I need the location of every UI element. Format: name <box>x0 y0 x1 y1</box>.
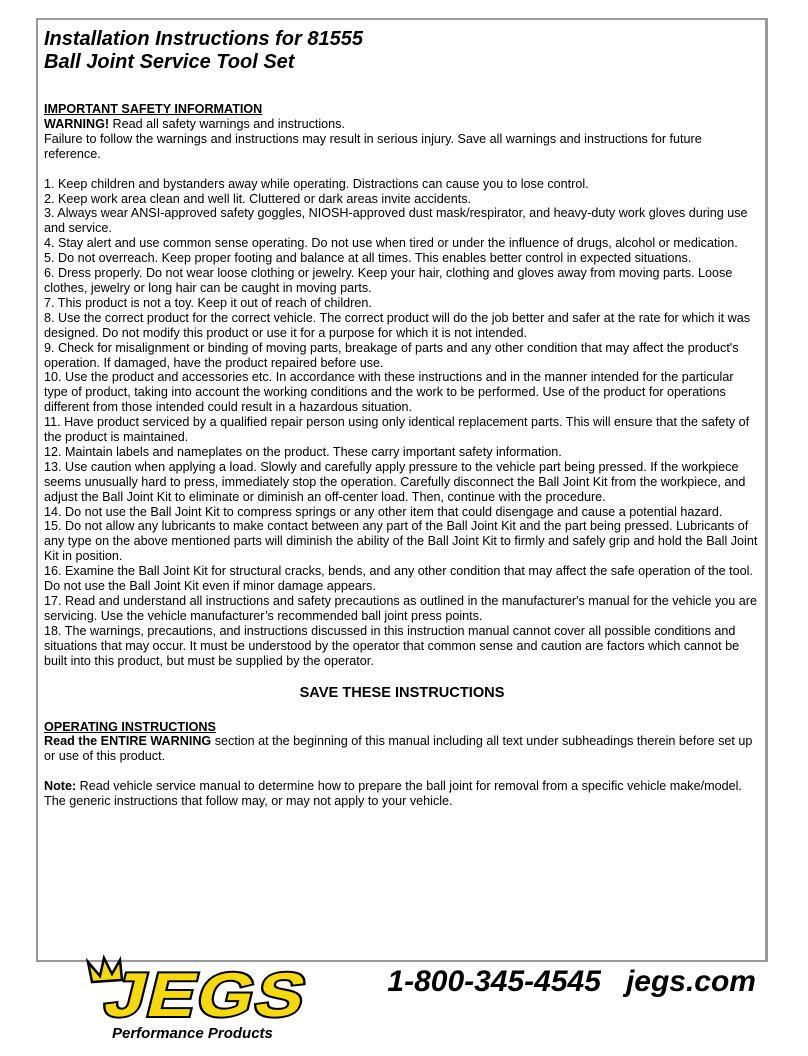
safety-item: 7. This product is not a toy. Keep it out of reach of children. <box>44 295 372 310</box>
safety-item: 3. Always wear ANSI-approved safety goggles, NIOSH-approved dust mask/respirator, and heavy-duty work gloves during use and service. <box>44 206 748 236</box>
title-line-2: Ball Joint Service Tool Set <box>44 51 295 73</box>
safety-item: 2. Keep work area clean and well lit. Cluttered or dark areas invite accidents. <box>44 191 472 206</box>
safety-item: 14. Do not use the Ball Joint Kit to compress springs or any other item that could disengage and cause a potential hazard. <box>44 504 723 519</box>
operating-heading: OPERATING INSTRUCTIONS <box>44 719 216 734</box>
safety-list <box>44 177 760 669</box>
phone-number: 1-800-345-4545 <box>387 965 601 998</box>
safety-item: 1. Keep children and bystanders away while operating. Distractions can cause you to lose control. <box>44 176 589 191</box>
safety-item: 6. Dress properly. Do not wear loose clothing or jewelry. Keep your hair, clothing and gloves away from moving parts. Loose clothes, jewelry or long hair can be caught in moving parts. <box>44 266 733 295</box>
safety-item: 18. The warnings, precautions, and instructions discussed in this instruction manual cannot cover all possible conditions and situations that may occur. It must be understood by the operator that common sense and caution are factors which cannot be built into this product, but must be supplied by the operator. <box>44 623 740 668</box>
safety-item: 8. Use the correct product for the correct vehicle. The correct product will do the job better and safer at the rate for which it was designed. Do not modify this product or use it for a purpose for which it is not intended. <box>44 310 751 340</box>
warning-line <box>44 117 760 132</box>
jegs-logo <box>82 950 312 1046</box>
safety-item: 15. Do not allow any lubricants to make contact between any part of the Ball Joint Kit and the part being pressed. Lubricants of any type on the above mentioned parts will diminish the ability of the Ball Joint Kit to firmly and safely grip and hold the Ball Joint Kit in position. <box>44 519 758 564</box>
safety-item: 10. Use the product and accessories etc. In accordance with these instructions and in the manner intended for the particular type of product, taking into account the working conditions and the work to be performed. Use of the product for operations different from those intended could result in a hazardous situation. <box>44 370 734 415</box>
page-title <box>44 28 760 74</box>
safety-item: 13. Use caution when applying a load. Slowly and carefully apply pressure to the vehicle part being pressed. If the workpiece seems unusually hard to press, immediately stop the operation. Carefully disconnect the Ball Joint Kit from the workpiece, and adjust the Ball Joint Kit to eliminate or diminish an off-center load. Then, continue with the procedure. <box>44 459 746 504</box>
logo-wordmark: JEGS <box>98 960 289 1030</box>
read-warning-text: section at the beginning of this manual including all text under subheadings therein before set up or use of this product. <box>44 734 753 764</box>
read-warning-label: Read the ENTIRE WARNING <box>44 734 212 749</box>
safety-item: 11. Have product serviced by a qualified repair person using only identical replacement parts. This will ensure that the safety of the product is maintained. <box>44 415 750 445</box>
note-text: Read vehicle service manual to determine how to prepare the ball joint for removal from a specific vehicle make/model. The generic instructions that follow may, or may not apply to your vehicle. <box>44 779 742 809</box>
safety-item: 12. Maintain labels and nameplates on the product. These carry important safety information. <box>44 444 562 459</box>
safety-intro: Failure to follow the warnings and instructions may result in serious injury. Save all warnings and instructions for future reference. <box>44 131 702 161</box>
safety-item: 9. Check for misalignment or binding of moving parts, breakage of parts and any other condition that may affect the product's operation. If damaged, have the product repaired before use. <box>44 340 739 370</box>
safety-item: 17. Read and understand all instructions and safety precautions as outlined in the manufacturer's manual for the vehicle you are servicing. Use the vehicle manufacturer’s recommended ball joint press points. <box>44 594 757 623</box>
title-line-1: Installation Instructions for 81555 <box>44 28 363 50</box>
contact-line <box>387 962 756 1002</box>
save-instructions-heading: SAVE THESE INSTRUCTIONS <box>299 684 505 701</box>
website-link[interactable]: jegs.com <box>625 965 756 998</box>
note-label: Note: <box>44 779 77 794</box>
document-body <box>44 28 760 809</box>
logo-tagline: Performance Products <box>112 1025 273 1042</box>
warning-label: WARNING! <box>44 116 110 131</box>
warning-text: Read all safety warnings and instructions. <box>109 116 345 131</box>
safety-item: 16. Examine the Ball Joint Kit for structural cracks, bends, and any other condition that may affect the safe operation of the tool. Do not use the Ball Joint Kit even if minor damage appears. <box>44 564 753 594</box>
note-paragraph <box>44 779 760 809</box>
safety-item: 4. Stay alert and use common sense operating. Do not use when tired or under the influence of drugs, alcohol or medication. <box>44 236 738 251</box>
safety-heading: IMPORTANT SAFETY INFORMATION <box>44 102 263 116</box>
safety-item: 5. Do not overreach. Keep proper footing and balance at all times. This enables better control in expected situations. <box>44 251 692 266</box>
read-warning-paragraph <box>44 734 760 764</box>
